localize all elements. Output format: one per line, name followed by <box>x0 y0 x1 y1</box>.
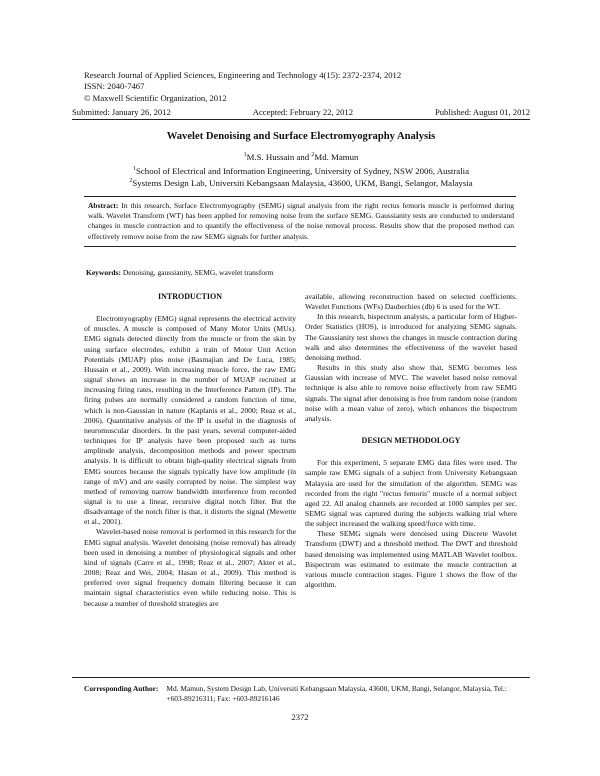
affiliation-2 <box>72 177 530 189</box>
intro-paragraph-5: Results in this study also show that, SEMG becomes less Gaussian with increase of MVC. The wavelet based noise removal technique is also able to remove noise effectively from raw SEMG signals. The signal after denoising is free from random noise (random noise with a mean value of zero), which enhances the bispectrum analysis. <box>305 363 517 423</box>
journal-issn: ISSN: 2040-7467 <box>84 81 145 92</box>
date-accepted: Accepted: February 22, 2012 <box>252 107 354 117</box>
author-2-affil-marker: 2 <box>311 152 315 159</box>
keywords <box>86 268 516 277</box>
publication-dates <box>72 107 530 118</box>
header-divider <box>72 119 530 120</box>
intro-paragraph-2: Wavelet-based noise removal is performed in this research for the EMG signal analysis. Wavelet denoising (noise removal) has already been used in denoising a number of physiological signals and other kind of signals (Carre et al., 1998; Reaz et al., 2007; Akter et al., 2008; Reaz and Wei, 2004; Hasan et al., 2009). This method is preferred over signal frequency domain filtering because it can maintain signal characteristics even while reducing noise. This is because a number of threshold strategies are <box>84 527 296 608</box>
author-list <box>72 152 530 162</box>
left-column <box>84 292 296 609</box>
corresponding-author-label: Corresponding Author: <box>84 684 159 693</box>
keywords-label: Keywords: <box>86 268 121 277</box>
design-paragraph-2: These SEMG signals were denoised using Discrete Wavelet Transform (DWT) and a threshold method. The DWT and threshold based denoising was implemented using MATLAB Wavelet toolbox. Bispectrum was estimated to estimate the muscle contraction at various muscle contraction stages. Figure 1 shows the flow of the algorithm. <box>305 529 517 590</box>
page-number: 2372 <box>291 712 309 722</box>
intro-paragraph-3: available, allowing reconstruction based on selected coefficients. Wavelet Functions (WFs) Daubechies (db) 6 is used for the WT. <box>305 292 517 312</box>
affiliation-2-text: Systems Design Lab, Universiti Kebangsaan Malaysia, 43600, UKM, Bangi, Selangor, Malaysia <box>132 178 473 188</box>
affiliation-2-marker: 2 <box>129 178 133 185</box>
footer-divider <box>72 677 530 678</box>
section-heading-design-methodology: DESIGN METHODOLOGY <box>361 436 461 446</box>
author-2: Md. Mamun <box>314 152 359 162</box>
design-paragraph-1: For this experiment, 5 separate EMG data files were used. The sample raw EMG signals of a subject from University Kebangsaan Malaysia are used for the simulation of the algorithm. SEMG was recorded from the right "rectus femoris" muscle of a normal subject aged 22. All analog channels are recorded at 1000 samples per sec. SEMG signal was captured during the subjects walking trial where the subject increased the walking speed/force with time. <box>305 458 517 529</box>
abstract <box>84 196 516 247</box>
section-heading-introduction: INTRODUCTION <box>157 292 222 301</box>
date-submitted: Submitted: January 26, 2012 <box>72 107 171 117</box>
keywords-text: Denoising, gaussianity, SEMG, wavelet transform <box>121 268 274 277</box>
journal-copyright: © Maxwell Scientific Organization, 2012 <box>84 92 227 103</box>
journal-header <box>84 70 524 104</box>
journal-citation: Research Journal of Applied Sciences, Engineering and Technology 4(15): 2372-2374, 2012 <box>84 70 402 80</box>
corresponding-author <box>84 684 524 704</box>
abstract-label: Abstract: <box>88 201 119 210</box>
intro-paragraph-4: In this research, bispectrum analysis, a particular form of Higher-Order Statistics (HOS), is introduced for analyzing SEMG signals. The Gaussianity test shows the changes in muscle contraction during walk and also determines the effectiveness of the wavelet based denoising method. <box>305 312 517 362</box>
affiliation-1-marker: 1 <box>133 166 136 173</box>
affiliation-1-text: School of Electrical and Information Engineering, University of Sydney, NSW 2006, Australia <box>136 166 469 176</box>
affiliation-1 <box>72 165 530 177</box>
author-1-affil-marker: 1 <box>243 152 247 159</box>
intro-paragraph-1: Electromyography (EMG) signal represents the electrical activity of muscles. A muscle is composed of Many Motor Units (MUs). EMG signals detected directly from the muscle or from the skin by using surface electrodes, exhibit a train of Motor Unit Action Potentials (MUAP) plus noise (Basmajian and De Luca, 1985; Hussain et al., 2009). With increasing muscle force, the raw EMG signal shows an increase in the number of MUAP recruited at increasing firing rates, resulting in the Interference Pattern (IP). The firing pulses are normally considered a random function of time, which is non-Gaussian in nature (Kaplanis et al., 2000; Reaz et al., 2006). Quantitative analysis of the IP is useful in the diagnosis of neuromuscular disorders. In the past years, several computer-aided techniques for IP analysis have been proposed such as turns amplitude analysis, decomposition methods and power spectrum analysis. It is difficult to obtain high-quality electrical signals from EMG sources because the signals typically have low amplitude (in range of mV) and are easily corrupted by noise. The simplest way method of removing narrow bandwidth interference from recorded signal is to use a linear, recursive digital notch filter. But the disadvantage of the notch filter is that, it distorts the signal (Mewette et al., 2001). <box>84 314 296 527</box>
right-column <box>305 292 517 590</box>
author-1: M.S. Hussain and <box>246 152 312 162</box>
abstract-text: In this research, Surface Electromyography (SEMG) signal analysis from the right rectus femoris muscle is performed during walk. Wavelet Transform (WT) has been applied for removing noise from the surface SEMG. Gaussianity tests are conducted to understand changes in muscle contraction and to quantify the effectiveness of the noise removal process. Results show that the proposed method can effectively remove noise from the raw SEMG signals for further analysis. <box>88 201 514 241</box>
paper-title: Wavelet Denoising and Surface Electromyography Analysis <box>166 131 436 142</box>
corresponding-author-details: Md. Mamun, System Design Lab, Universiti Kebangsaan Malaysia, 43600, UKM, Bangi, Selangor, Malaysia, Tel.: +603-89216311; Fax: +603-89216146 <box>166 684 507 703</box>
affiliations <box>72 165 530 189</box>
date-published: Published: August 01, 2012 <box>434 107 530 117</box>
